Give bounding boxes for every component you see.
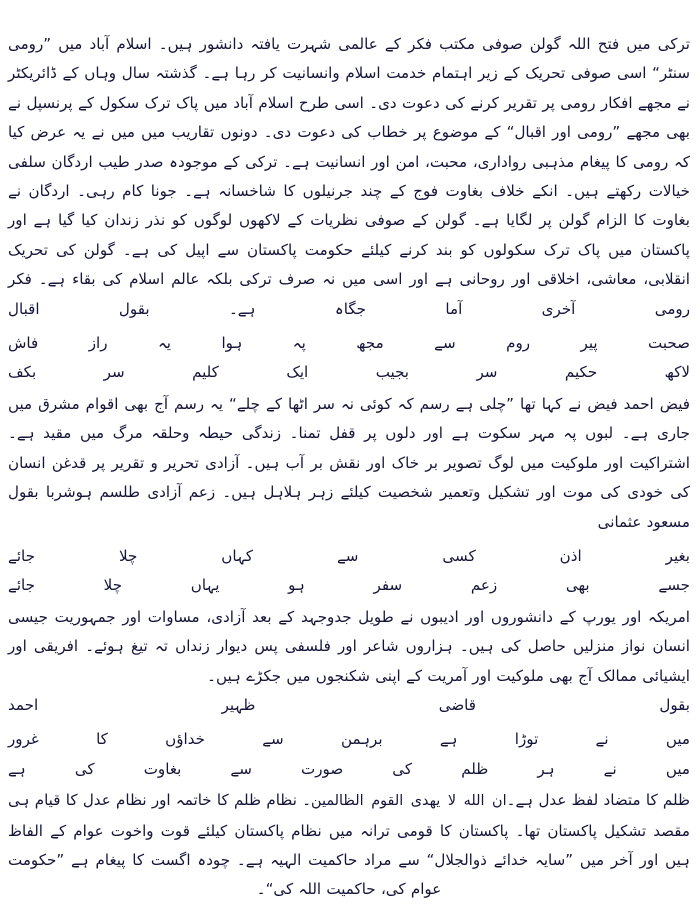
couplet-qazi-zaheer-ahmad-line-1: میں نے توڑا ہے برہمن سے خداؤں کا غرور [8,730,690,749]
quranic-quotation: ان الله لا يهدى القوم الظالمين [311,793,507,810]
couplet-iqbal-line-2: لاکھ حکیم سر بجیب ایک کلیم سر بکف [8,363,690,382]
couplet-iqbal-line-1: صحبت پیر روم سے مجھ پہ ہوا یہ راز فاش [8,334,690,353]
couplet-iqbal [8,329,690,388]
paragraph-3: امریکہ اور یورپ کے دانشوروں اور ادیبوں نے طویل جدوجہد کے بعد آزادی، مساوات اور جمہوریت جیسی انسان نواز منزلیں حاصل کی ہیں۔ ہزاروں شاعر اور فلسفی پس دیوار زنداں تہ تیغ ہوئے۔ افریقی اور ایشیائی ممالک آج بھی ملوکیت اور آمریت کے اپنی شکنجوں میں جکڑے ہیں۔ [8,607,690,685]
couplet-qazi-zaheer-ahmad [8,725,690,784]
paragraph-4-segment-1: ظلم کا متضاد لفظ عدل ہے۔ [506,791,690,810]
paragraph-4 [8,786,690,905]
couplet-masood-usmani-line-1: بغیر اذن کسی سے کہاں چلا جائے [8,546,690,565]
document-body [8,30,690,905]
attribution-qazi-zaheer-ahmad: بقول قاضی ظہیر احمد [8,695,690,714]
couplet-masood-usmani [8,542,690,601]
paragraph-2: فیض احمد فیض نے کہا تھا ”چلی ہے رسم کہ کوئی نہ سر اٹھا کے چلے“ یہ رسم آج بھی اقوام مشرق میں جاری ہے۔ لبوں پہ مہر سکوت ہے اور دلوں پر قفل تمنا۔ زندگی حیطہ وحلقہ مرگ میں مقید ہے۔ اشتراکیت اور ملوکیت میں لوگ تصویر بر خاک اور نقش بر آب ہیں۔ آزادی تحریر و تقریر پر قدغن انسان کی خودی کی موت اور تشکیل وتعمیر شخصیت کیلئے زہر ہلاہل ہیں۔ زعم آزادی طلسم ہوشربا بقول مسعود عثمانی [8,394,690,531]
couplet-masood-usmani-line-2: جسے بھی زعم سفر ہو یہاں چلا جائے [8,576,690,595]
paragraph-1: ترکی میں فتح اللہ گولن صوفی مکتب فکر کے عالمی شہرت یافتہ دانشور ہیں۔ اسلام آباد میں ”رومی سنٹر“ اسی صوفی تحریک کے زیر اہتمام خدمت اسلام وانسانیت کر رہا ہے۔ گذشتہ سال وہاں کے ڈائریکٹر نے مجھے افکار رومی پر تقریر کرنے کی دعوت دی۔ اسی طرح اسلام آباد میں پاک ترک سکول کے پرنسپل نے بھی مجھے ”رومی اور اقبال“ کے موضوع پر خطاب کی دعوت دی۔ دونوں تقاریب میں میں نے یہ عرض کیا کہ رومی کا پیغام مذہبی رواداری، محبت، امن اور انسانیت ہے۔ ترکی کے موجودہ صدر طیب اردگان سلفی خیالات رکھتے ہیں۔ انکے خلاف بغاوت فوج کے چند جرنیلوں کا شاخسانہ ہے۔ جونا کام رہی۔ اردگان نے بغاوت کا الزام گولن پر لگایا ہے۔ گولن کے صوفی نظریات کے لاکھوں لوگوں کو نذر زندان کیا گیا ہے اور پاکستان میں پاک ترک سکولوں کو بند کرنے کیلئے حکومت پاکستان سے اپیل کی ہے۔ گولن کی تحریک انقلابی، معاشی، اخلاقی اور روحانی ہے اور اسی میں نہ صرف ترکی بلکہ عالم اسلام کی بقاء ہے۔ فکر رومی آخری آما جگاہ ہے۔ بقول اقبال [8,35,690,318]
couplet-qazi-zaheer-ahmad-line-2: میں نے ہر ظلم کی صورت سے بغاوت کی ہے [8,759,690,778]
paragraph-4-segment-2: ۔ نظام ظلم کا خاتمہ اور نظام عدل کا قیام ہی مقصد تشکیل پاکستان تھا۔ پاکستان کا قومی ترانہ میں نظام پاکستان کیلئے قوت واخوت عوام کے الفاظ ہیں اور آخر میں ”سایہ خدائے ذوالجلال“ سے مراد حاکمیت الہیہ ہے۔ چودہ اگست کا پیغام ہے ”حکومت عوام کی، حاکمیت اللہ کی“۔ [8,791,690,899]
